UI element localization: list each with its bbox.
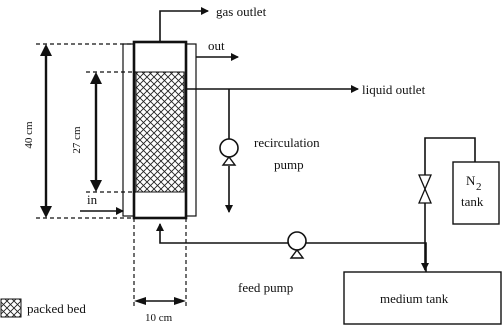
feed-pump-icon — [288, 232, 306, 258]
gas-outlet-line — [160, 4, 267, 42]
n2-tank — [453, 162, 499, 224]
out-line — [196, 38, 238, 57]
liquid-outlet-label: liquid outlet — [362, 82, 426, 97]
inlet-line — [80, 192, 123, 211]
total-height-label: 40 cm — [23, 121, 35, 149]
recirculation-loop — [220, 89, 320, 212]
legend — [1, 299, 86, 317]
legend-packed-bed-label: packed bed — [27, 301, 86, 316]
packed-bed — [136, 72, 184, 192]
reactor-column — [123, 42, 196, 218]
feed-pump-label: feed pump — [238, 280, 294, 295]
bed-height-label: 27 cm — [71, 126, 83, 154]
n2-tank-symbol: N — [466, 173, 476, 188]
n2-tank-word: tank — [461, 194, 484, 209]
nitrogen-supply — [419, 138, 499, 270]
gas-outlet-label: gas outlet — [216, 4, 267, 19]
n2-tank-subscript: 2 — [476, 181, 482, 193]
reactor-jacket-right — [186, 44, 196, 216]
valve-icon — [419, 175, 431, 203]
recirculation-pump-icon — [220, 139, 238, 165]
recirculation-pump-label-line2: pump — [274, 157, 304, 172]
column-width-label: 10 cm — [145, 312, 173, 324]
liquid-outlet-line — [186, 82, 426, 97]
medium-tank — [344, 272, 501, 324]
legend-swatch — [1, 299, 21, 317]
out-label: out — [208, 38, 225, 53]
in-label: in — [87, 192, 98, 207]
medium-tank-label: medium tank — [380, 291, 449, 306]
recirculation-pump-label-line1: recirculation — [254, 135, 320, 150]
reactor-jacket-left — [123, 44, 134, 216]
